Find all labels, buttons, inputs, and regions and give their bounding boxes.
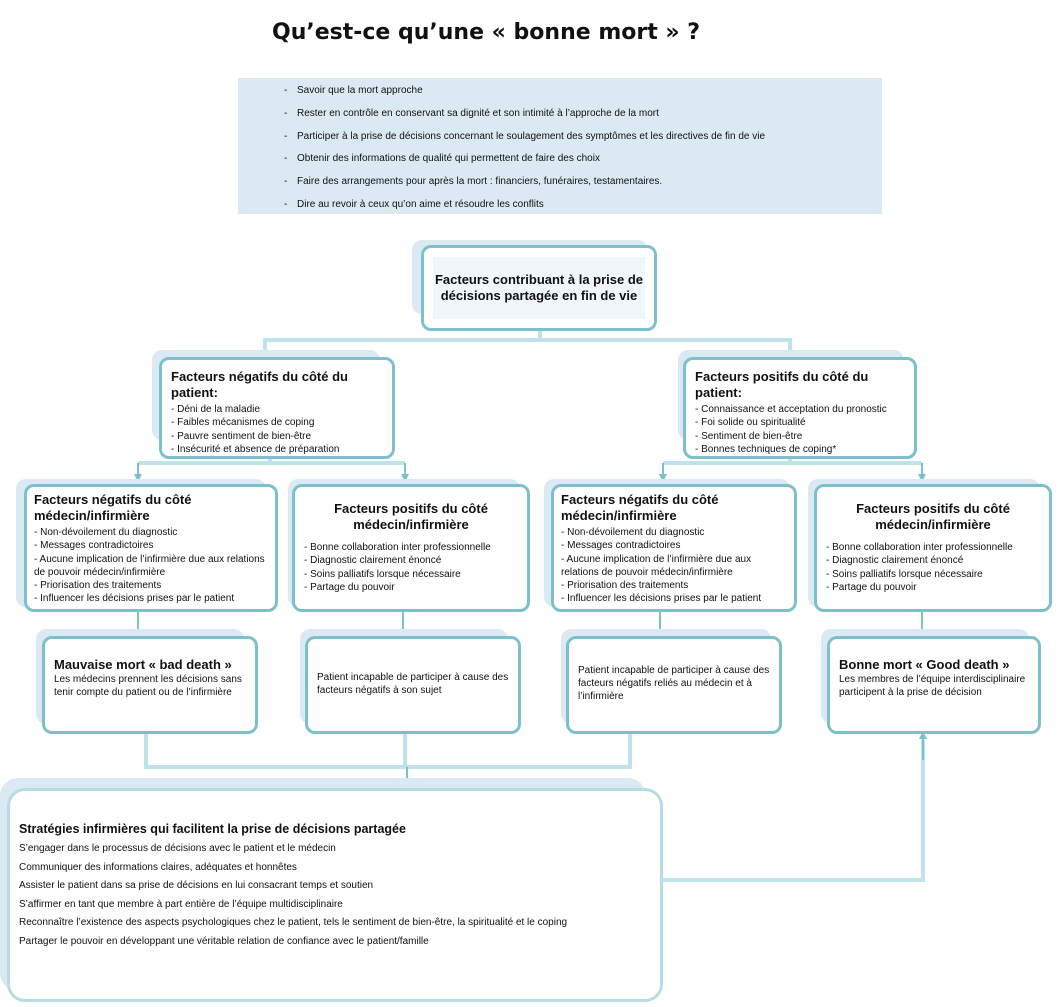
criteria-item: - Participer à la prise de décisions concernant le soulagement des symptômes et les directives de fin de vie bbox=[284, 131, 882, 142]
md-positive-title: Facteurs positifs du côté médecin/infirmière bbox=[334, 501, 488, 532]
list-item: - Soins palliatifs lorsque nécessaire bbox=[826, 568, 983, 580]
list-item: - Partage du pouvoir bbox=[304, 581, 395, 593]
md-negative-title: Facteurs négatifs du côté médecin/infirmière bbox=[34, 492, 192, 523]
md-negative-box-left bbox=[24, 484, 278, 612]
strategy-item: Communiquer des informations claires, adéquates et honnêtes bbox=[19, 861, 297, 873]
criteria-item: - Rester en contrôle en conservant sa dignité et son intimité à l’approche de la mort bbox=[284, 108, 882, 119]
list-item: - Partage du pouvoir bbox=[826, 581, 917, 593]
list-item: - Influencer les décisions prises par le patient bbox=[34, 593, 235, 605]
list-item: - Sentiment de bien-être bbox=[695, 430, 803, 442]
list-item: - Influencer les décisions prises par le patient bbox=[561, 593, 762, 605]
list-item: - Connaissance et acceptation du pronostic bbox=[695, 404, 887, 415]
md-negative-list bbox=[34, 526, 266, 606]
strategy-item: S’engager dans le processus de décisions avec le patient et le médecin bbox=[19, 843, 336, 854]
criteria-item: - Savoir que la mort approche bbox=[284, 85, 882, 96]
list-item: - Bonne collaboration inter professionnelle bbox=[304, 542, 491, 553]
list-item: - Messages contradictoires bbox=[34, 540, 154, 552]
md-negative-list bbox=[561, 526, 785, 606]
patient-negative-title: Facteurs négatifs du côté du patient: bbox=[171, 369, 348, 400]
list-item: - Aucune implication de l’infirmière due aux relations de pouvoir médecin/infirmière bbox=[561, 553, 752, 578]
list-item: - Bonne collaboration inter professionnelle bbox=[826, 542, 1013, 553]
incapable-left-box bbox=[305, 636, 521, 734]
root-title: Facteurs contribuant à la prise de décisions partagée en fin de vie bbox=[434, 272, 644, 303]
list-item: - Faibles mécanismes de coping bbox=[171, 417, 315, 429]
patient-positive-title: Facteurs positifs du côté du patient: bbox=[695, 369, 869, 400]
md-positive-box-right bbox=[814, 484, 1052, 612]
good-death-title: Bonne mort « Good death » bbox=[839, 657, 1010, 672]
strategies-title: Stratégies infirmières qui facilitent la prise de décisions partagée bbox=[19, 822, 406, 836]
md-positive-list bbox=[304, 541, 518, 594]
criteria-item: - Dire au revoir à ceux qu’on aime et résoudre les conflits bbox=[284, 199, 882, 210]
list-item: - Soins palliatifs lorsque nécessaire bbox=[304, 568, 461, 580]
good-death-text: Les membres de l’équipe interdisciplinaire participent à la prise de décision bbox=[839, 674, 1026, 698]
strategies-box bbox=[7, 788, 663, 1002]
list-item: - Insécurité et absence de préparation bbox=[171, 443, 340, 455]
list-item: - Priorisation des traitements bbox=[34, 580, 162, 592]
bad-death-title: Mauvaise mort « bad death » bbox=[54, 657, 232, 672]
good-death-box bbox=[827, 636, 1041, 734]
md-negative-box-right bbox=[551, 484, 797, 612]
connector-strategies-good bbox=[660, 740, 923, 880]
md-positive-title: Facteurs positifs du côté médecin/infirmière bbox=[856, 501, 1010, 532]
list-item: - Bonnes techniques de coping* bbox=[695, 443, 837, 455]
patient-negative-box bbox=[159, 357, 395, 459]
bad-death-box bbox=[42, 636, 258, 734]
strategies-list bbox=[19, 843, 651, 947]
list-item: - Diagnostic clairement énoncé bbox=[304, 555, 442, 567]
connector-bottom-collector bbox=[146, 734, 630, 767]
incapable-right-box bbox=[566, 636, 782, 734]
list-item: - Aucune implication de l’infirmière due aux relations de pouvoir médecin/infirmière bbox=[34, 553, 265, 578]
list-item: - Foi solide ou spiritualité bbox=[695, 417, 806, 429]
patient-negative-list bbox=[171, 403, 383, 456]
list-item: - Messages contradictoires bbox=[561, 540, 681, 552]
criteria-item: - Faire des arrangements pour après la mort : financiers, funéraires, testamentaires. bbox=[284, 176, 882, 187]
criteria-item: - Obtenir des informations de qualité qui permettent de faire des choix bbox=[284, 153, 882, 164]
list-item: - Déni de la maladie bbox=[171, 404, 260, 415]
patient-positive-box bbox=[683, 357, 917, 459]
list-item: - Diagnostic clairement énoncé bbox=[826, 555, 964, 567]
patient-positive-list bbox=[695, 403, 905, 456]
list-item: - Non-dévoilement du diagnostic bbox=[561, 527, 705, 538]
md-positive-box-left bbox=[292, 484, 530, 612]
md-positive-list bbox=[826, 541, 1040, 594]
md-negative-title: Facteurs négatifs du côté médecin/infirmière bbox=[561, 492, 719, 523]
page-title: Qu’est-ce qu’une « bonne mort » ? bbox=[272, 20, 701, 45]
root-box bbox=[421, 245, 657, 331]
strategy-item: Assister le patient dans sa prise de décisions en lui consacrant temps et soutien bbox=[19, 880, 374, 892]
strategy-item: Partager le pouvoir en développant une véritable relation de confiance avec le patient/famille bbox=[19, 935, 429, 947]
list-item: - Priorisation des traitements bbox=[561, 580, 689, 592]
strategy-item: S’affirmer en tant que membre à part entière de l’équipe multidisciplinaire bbox=[19, 898, 343, 910]
incapable-right-text: Patient incapable de participer à cause des facteurs négatifs reliés au médecin et à l’infirmière bbox=[578, 665, 770, 702]
list-item: - Non-dévoilement du diagnostic bbox=[34, 527, 178, 538]
strategy-item: Reconnaître l’existence des aspects psychologiques chez le patient, tels le sentiment de bien-être, la spiritualité et le coping bbox=[19, 917, 568, 929]
bad-death-text: Les médecins prennent les décisions sans tenir compte du patient ou de l’infirmière bbox=[54, 674, 242, 698]
incapable-left-text: Patient incapable de participer à cause des facteurs négatifs à son sujet bbox=[317, 672, 509, 696]
list-item: - Pauvre sentiment de bien-être bbox=[171, 430, 312, 442]
